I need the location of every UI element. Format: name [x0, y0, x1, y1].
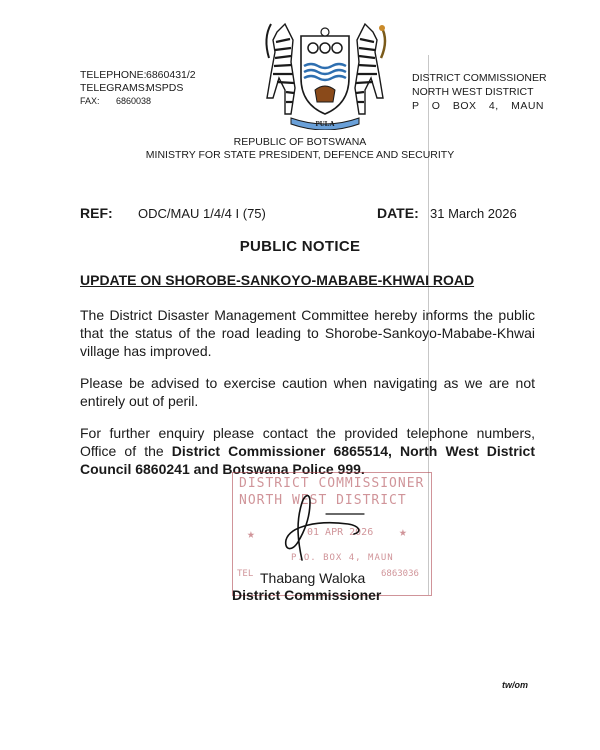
- stamp-tel-number: 6863036: [381, 569, 419, 579]
- coat-of-arms-icon: [255, 18, 395, 130]
- office-address-block: [412, 71, 547, 113]
- stamp-star-icon: ★: [247, 527, 255, 542]
- signer-name: Thabang Waloka: [260, 570, 366, 586]
- stamp-tel: TEL: [237, 569, 254, 579]
- reference-initials: tw/om: [502, 680, 528, 690]
- notice-heading: PUBLIC NOTICE: [239, 238, 361, 255]
- ref-label: REF:: [80, 205, 113, 221]
- telephone-row: [80, 69, 196, 82]
- stamp-star-icon: ★: [399, 525, 407, 540]
- ministry-heading: MINISTRY FOR STATE PRESIDENT, DEFENCE AND SECURITY: [145, 149, 455, 161]
- stamp-office: DISTRICT COMMISSIONER: [239, 476, 425, 491]
- telephone-label: TELEPHONE:: [80, 69, 147, 81]
- contact-numbers: District Commissioner 6865514, North West District Council 6860241 and Botswana Police 999.: [80, 443, 535, 477]
- ref-value: ODC/MAU 1/4/4 I (75): [138, 206, 266, 221]
- telegrams-value: MSPDS: [146, 82, 184, 94]
- office-district: NORTH WEST DISTRICT: [412, 86, 534, 98]
- stamp-district: NORTH WEST DISTRICT: [239, 493, 407, 508]
- office-title: DISTRICT COMMISSIONER: [412, 72, 547, 84]
- contact-block: [80, 69, 196, 108]
- date-value: 31 March 2026: [430, 206, 517, 221]
- fax-value: 6860038: [116, 96, 152, 106]
- telegrams-label: TELEGRAMS:: [80, 82, 148, 94]
- date-label: DATE:: [377, 205, 419, 221]
- notice-paragraph-1: The District Disaster Management Committee hereby informs the public that the status of the road leading to Shorobe-Sankoyo-Mababe-Khwai village has improved.: [80, 307, 535, 359]
- telegrams-row: [80, 82, 196, 95]
- handwritten-signature: [268, 484, 368, 564]
- republic-heading: REPUBLIC OF BOTSWANA: [233, 136, 367, 148]
- telephone-value: 6860431/2: [146, 69, 196, 81]
- stamp-box: P.O. BOX 4, MAUN: [291, 553, 394, 563]
- crest-motto: PULA: [315, 120, 335, 128]
- signer-title: District Commissioner: [232, 587, 382, 603]
- notice-subject: UPDATE ON SHOROBE-SANKOYO-MABABE-KHWAI ROAD: [80, 272, 475, 288]
- fax-label: FAX:: [80, 96, 100, 106]
- fax-row: [80, 95, 196, 108]
- office-address: P O BOX 4, MAUN: [412, 100, 544, 112]
- notice-paragraph-3: [80, 424, 535, 478]
- stamp-date: 01 APR 2026: [307, 527, 374, 538]
- notice-paragraph-2: Please be advised to exercise caution when navigating as we are not entirely out of peril.: [80, 375, 535, 409]
- paragraph-3-intro: For further enquiry please contact the provided telephone numbers, Office of the: [80, 425, 535, 459]
